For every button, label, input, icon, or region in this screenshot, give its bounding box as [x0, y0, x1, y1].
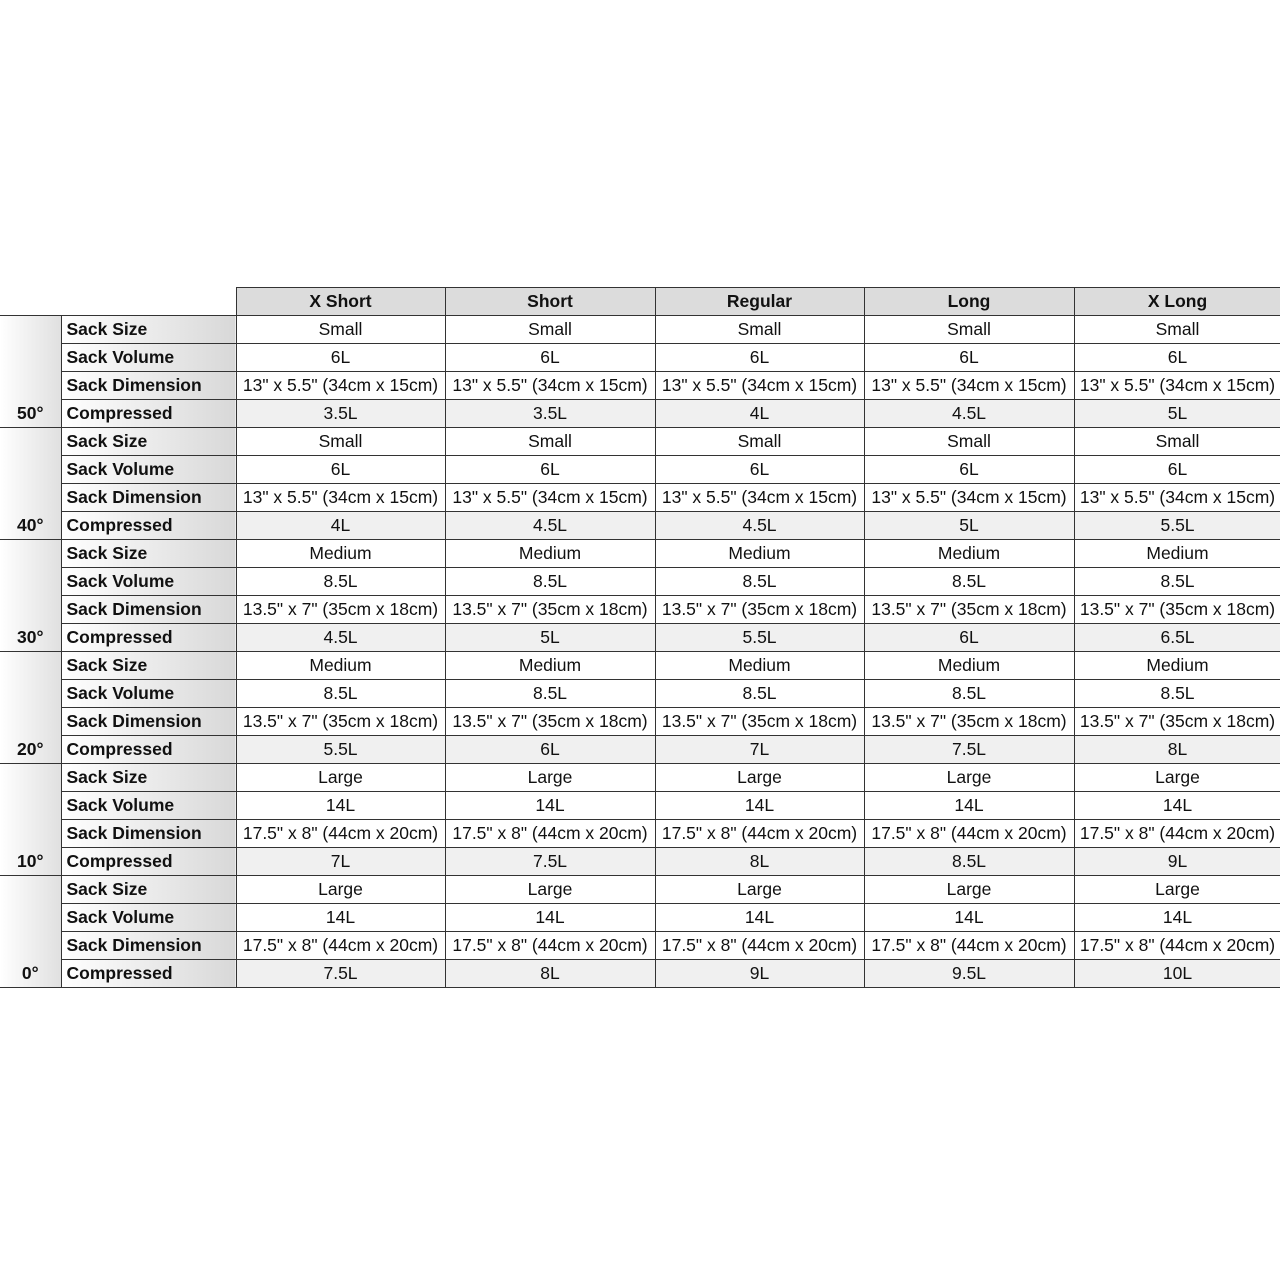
table-cell: Small: [236, 428, 445, 456]
table-body: [0, 316, 1280, 988]
sack-volume-label: Sack Volume: [61, 568, 236, 596]
table-cell: 13.5" x 7" (35cm x 18cm): [1074, 708, 1280, 736]
table-cell: Medium: [655, 540, 864, 568]
sack-size-label: Sack Size: [61, 652, 236, 680]
table-cell: 6L: [236, 344, 445, 372]
table-cell: 9L: [655, 960, 864, 988]
table-cell: 4L: [655, 400, 864, 428]
table-row: [0, 708, 1280, 736]
table-cell: 13.5" x 7" (35cm x 18cm): [864, 708, 1074, 736]
table-cell: 6L: [1074, 456, 1280, 484]
sack-size-label: Sack Size: [61, 764, 236, 792]
table-cell: 6L: [445, 344, 655, 372]
table-cell: 6L: [1074, 344, 1280, 372]
table-cell: Medium: [1074, 652, 1280, 680]
table-row: [0, 456, 1280, 484]
header-regular: Regular: [655, 288, 864, 316]
table-cell: 13.5" x 7" (35cm x 18cm): [1074, 596, 1280, 624]
table-cell: 13.5" x 7" (35cm x 18cm): [864, 596, 1074, 624]
table-row: [0, 820, 1280, 848]
table-cell: 14L: [864, 904, 1074, 932]
table-cell: Small: [1074, 428, 1280, 456]
table-cell: 14L: [655, 792, 864, 820]
table-cell: 5L: [1074, 400, 1280, 428]
table-row: [0, 512, 1280, 540]
table-cell: 17.5" x 8" (44cm x 20cm): [1074, 932, 1280, 960]
table-row: [0, 596, 1280, 624]
table-cell: 6L: [864, 456, 1074, 484]
table-cell: 4.5L: [655, 512, 864, 540]
table-row: [0, 568, 1280, 596]
table-cell: Large: [445, 876, 655, 904]
sack-size-label: Sack Size: [61, 428, 236, 456]
table-cell: 8.5L: [445, 568, 655, 596]
table-cell: 8L: [1074, 736, 1280, 764]
table-cell: Small: [864, 316, 1074, 344]
table-row: [0, 736, 1280, 764]
table-row: [0, 876, 1280, 904]
table-row: [0, 428, 1280, 456]
table-cell: Medium: [655, 652, 864, 680]
sack-dimension-label: Sack Dimension: [61, 484, 236, 512]
table-cell: 8L: [445, 960, 655, 988]
table-cell: Large: [1074, 764, 1280, 792]
table-row: [0, 792, 1280, 820]
table-cell: Large: [864, 876, 1074, 904]
table-cell: 13.5" x 7" (35cm x 18cm): [445, 596, 655, 624]
table-cell: 4L: [236, 512, 445, 540]
table-cell: 7L: [655, 736, 864, 764]
table-cell: Large: [655, 876, 864, 904]
table-cell: 8.5L: [864, 568, 1074, 596]
sack-volume-label: Sack Volume: [61, 792, 236, 820]
sack-volume-label: Sack Volume: [61, 904, 236, 932]
sack-size-table: [0, 287, 1280, 988]
table-cell: 13" x 5.5" (34cm x 15cm): [655, 372, 864, 400]
table-cell: Medium: [236, 540, 445, 568]
table-cell: Small: [236, 316, 445, 344]
table-cell: Large: [236, 876, 445, 904]
table-cell: Large: [864, 764, 1074, 792]
sack-volume-label: Sack Volume: [61, 680, 236, 708]
table-cell: Medium: [864, 540, 1074, 568]
table-cell: 8L: [655, 848, 864, 876]
table-cell: 14L: [445, 792, 655, 820]
table-cell: 4.5L: [445, 512, 655, 540]
table-cell: 4.5L: [236, 624, 445, 652]
table-cell: Small: [864, 428, 1074, 456]
table-cell: Small: [445, 316, 655, 344]
table-cell: 14L: [1074, 792, 1280, 820]
table-cell: 17.5" x 8" (44cm x 20cm): [445, 820, 655, 848]
table-cell: Medium: [445, 540, 655, 568]
table-cell: 3.5L: [445, 400, 655, 428]
header-row: [0, 288, 1280, 316]
table-row: [0, 540, 1280, 568]
table-cell: 8.5L: [236, 680, 445, 708]
table-cell: 6L: [445, 456, 655, 484]
header-short: Short: [445, 288, 655, 316]
table-cell: 14L: [864, 792, 1074, 820]
table-cell: 13" x 5.5" (34cm x 15cm): [1074, 372, 1280, 400]
compressed-label: Compressed: [61, 736, 236, 764]
header-x-short: X Short: [236, 288, 445, 316]
table-row: [0, 624, 1280, 652]
table-cell: 13" x 5.5" (34cm x 15cm): [236, 372, 445, 400]
table-cell: 8.5L: [1074, 680, 1280, 708]
table-cell: 8.5L: [445, 680, 655, 708]
table-row: [0, 680, 1280, 708]
sack-dimension-label: Sack Dimension: [61, 596, 236, 624]
compressed-label: Compressed: [61, 848, 236, 876]
table-cell: 14L: [1074, 904, 1280, 932]
table-cell: 8.5L: [1074, 568, 1280, 596]
table-row: [0, 652, 1280, 680]
table-cell: 17.5" x 8" (44cm x 20cm): [655, 932, 864, 960]
table-cell: 13.5" x 7" (35cm x 18cm): [236, 596, 445, 624]
sack-dimension-label: Sack Dimension: [61, 708, 236, 736]
sack-volume-label: Sack Volume: [61, 456, 236, 484]
table-cell: 6L: [655, 344, 864, 372]
header-blank-label: [61, 288, 236, 316]
table-cell: 8.5L: [864, 848, 1074, 876]
header-long: Long: [864, 288, 1074, 316]
table-cell: 13" x 5.5" (34cm x 15cm): [445, 372, 655, 400]
header-blank-temp: [0, 288, 61, 316]
table-cell: 6L: [445, 736, 655, 764]
table-cell: 17.5" x 8" (44cm x 20cm): [445, 932, 655, 960]
table-cell: 7.5L: [236, 960, 445, 988]
table-cell: Medium: [236, 652, 445, 680]
table-cell: Small: [445, 428, 655, 456]
table-cell: 14L: [655, 904, 864, 932]
table-cell: 13" x 5.5" (34cm x 15cm): [1074, 484, 1280, 512]
sack-dimension-label: Sack Dimension: [61, 372, 236, 400]
table-row: [0, 344, 1280, 372]
sack-size-label: Sack Size: [61, 540, 236, 568]
compressed-label: Compressed: [61, 624, 236, 652]
table-cell: Small: [655, 316, 864, 344]
table-cell: 17.5" x 8" (44cm x 20cm): [864, 820, 1074, 848]
table-cell: 14L: [236, 904, 445, 932]
table-cell: Small: [1074, 316, 1280, 344]
table-cell: 5.5L: [1074, 512, 1280, 540]
table-cell: 13" x 5.5" (34cm x 15cm): [864, 372, 1074, 400]
table-cell: 17.5" x 8" (44cm x 20cm): [236, 932, 445, 960]
table-cell: 13" x 5.5" (34cm x 15cm): [445, 484, 655, 512]
table-cell: 9.5L: [864, 960, 1074, 988]
table-cell: 17.5" x 8" (44cm x 20cm): [655, 820, 864, 848]
table-cell: 13.5" x 7" (35cm x 18cm): [655, 708, 864, 736]
table-cell: 6.5L: [1074, 624, 1280, 652]
sack-volume-label: Sack Volume: [61, 344, 236, 372]
table-cell: 7.5L: [445, 848, 655, 876]
table-cell: 5.5L: [236, 736, 445, 764]
table-cell: 14L: [236, 792, 445, 820]
table-cell: 13" x 5.5" (34cm x 15cm): [864, 484, 1074, 512]
table-cell: 6L: [655, 456, 864, 484]
table-row: [0, 372, 1280, 400]
table-cell: 13.5" x 7" (35cm x 18cm): [655, 596, 864, 624]
table-cell: 9L: [1074, 848, 1280, 876]
table-row: [0, 848, 1280, 876]
table-cell: 13.5" x 7" (35cm x 18cm): [236, 708, 445, 736]
table-cell: 5L: [445, 624, 655, 652]
table-cell: Medium: [445, 652, 655, 680]
table-cell: 7L: [236, 848, 445, 876]
table-cell: 17.5" x 8" (44cm x 20cm): [236, 820, 445, 848]
table-cell: 17.5" x 8" (44cm x 20cm): [864, 932, 1074, 960]
table-cell: 6L: [864, 624, 1074, 652]
table-cell: 13" x 5.5" (34cm x 15cm): [236, 484, 445, 512]
table-cell: 13.5" x 7" (35cm x 18cm): [445, 708, 655, 736]
table-cell: 14L: [445, 904, 655, 932]
temperature-rating-cell: 50°: [0, 316, 61, 428]
table-row: [0, 904, 1280, 932]
table-cell: 8.5L: [655, 568, 864, 596]
table-cell: 8.5L: [236, 568, 445, 596]
sack-size-label: Sack Size: [61, 316, 236, 344]
table-cell: 6L: [236, 456, 445, 484]
table-cell: Medium: [864, 652, 1074, 680]
table-row: [0, 764, 1280, 792]
sack-dimension-label: Sack Dimension: [61, 932, 236, 960]
table-cell: 4.5L: [864, 400, 1074, 428]
table-cell: Small: [655, 428, 864, 456]
table-cell: Large: [655, 764, 864, 792]
table-cell: 5.5L: [655, 624, 864, 652]
temperature-rating-cell: 0°: [0, 876, 61, 988]
table-cell: Large: [236, 764, 445, 792]
table-cell: Large: [445, 764, 655, 792]
compressed-label: Compressed: [61, 400, 236, 428]
sack-size-label: Sack Size: [61, 876, 236, 904]
temperature-rating-cell: 10°: [0, 764, 61, 876]
table-cell: 10L: [1074, 960, 1280, 988]
table-row: [0, 400, 1280, 428]
compressed-label: Compressed: [61, 960, 236, 988]
table-cell: 7.5L: [864, 736, 1074, 764]
table-cell: 8.5L: [864, 680, 1074, 708]
table-cell: Medium: [1074, 540, 1280, 568]
compressed-label: Compressed: [61, 512, 236, 540]
temperature-rating-cell: 20°: [0, 652, 61, 764]
table-row: [0, 932, 1280, 960]
sack-dimension-label: Sack Dimension: [61, 820, 236, 848]
header-x-long: X Long: [1074, 288, 1280, 316]
table-cell: 8.5L: [655, 680, 864, 708]
table-cell: 17.5" x 8" (44cm x 20cm): [1074, 820, 1280, 848]
table-cell: 5L: [864, 512, 1074, 540]
table-cell: 6L: [864, 344, 1074, 372]
temperature-rating-cell: 30°: [0, 540, 61, 652]
table-cell: 3.5L: [236, 400, 445, 428]
table-cell: Large: [1074, 876, 1280, 904]
table-row: [0, 960, 1280, 988]
table-row: [0, 316, 1280, 344]
temperature-rating-cell: 40°: [0, 428, 61, 540]
table-row: [0, 484, 1280, 512]
table-cell: 13" x 5.5" (34cm x 15cm): [655, 484, 864, 512]
